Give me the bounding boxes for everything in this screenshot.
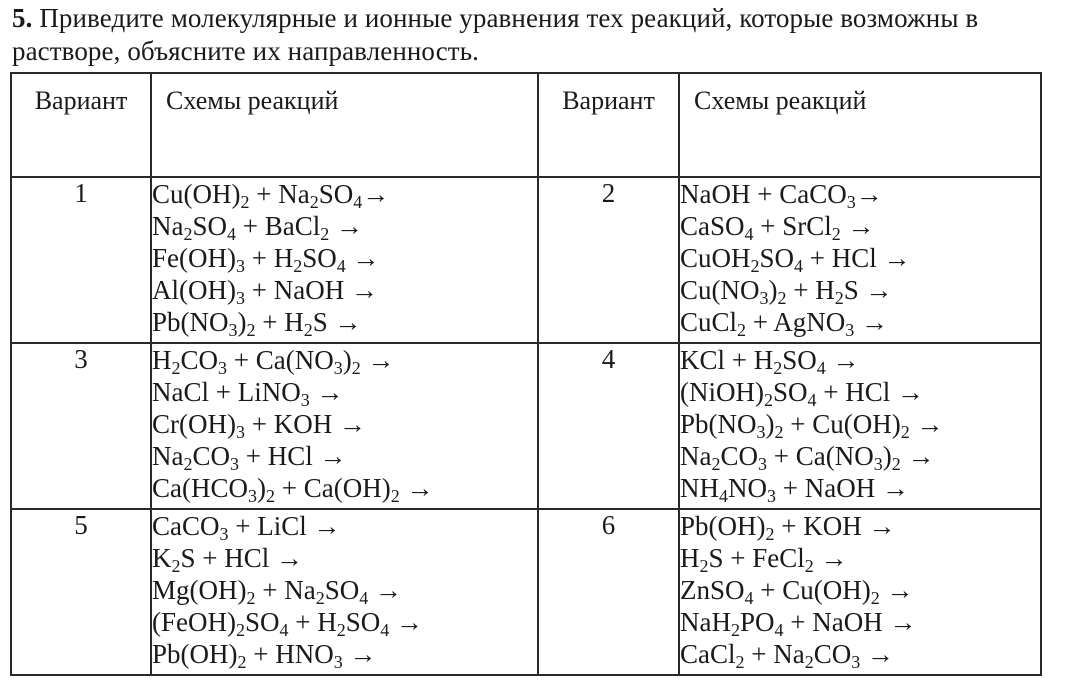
header-variant-left: Вариант [11, 73, 151, 177]
reaction-schemes [151, 343, 538, 509]
reaction-schemes [679, 509, 1041, 675]
reaction-equation: $H_2S$ + FeCl$_2$ → [680, 543, 848, 576]
table-row [11, 343, 1041, 509]
table-header-row [11, 73, 1041, 177]
reaction-equation: $Cr(OH)_3$ + KOH → [152, 409, 366, 442]
reaction-equation: $H_2CO_3 + Ca(NO_3)_2$ → [152, 345, 395, 378]
reaction-equation: $Na_2SO_4$ + BaCl$_2$ → [152, 211, 363, 244]
reaction-equation: $NaH_2PO_4$ + NaOH → [680, 607, 917, 640]
reaction-equation: $Al(OH)_3$ + NaOH → [152, 275, 378, 308]
reaction-equation: $(FeOH)_2SO_4 + H_2SO_4$ → [152, 607, 423, 640]
reaction-equation: $Pb(OH)_2 + HNO_3$ → [152, 639, 377, 672]
reaction-equation: $Ca(HCO_3)_2 + Ca(OH)_2$ → [152, 473, 434, 506]
reaction-schemes [679, 343, 1041, 509]
reaction-equation: $K_2S$ + HCl → [152, 543, 304, 576]
header-schemes-right: Схемы реакций [679, 73, 1041, 177]
reaction-equation: KCl + $H_2SO_4$ → [680, 345, 860, 378]
header-variant-right: Вариант [538, 73, 679, 177]
variant-number: 3 [11, 343, 151, 509]
reaction-equation: $(NiOH)_2SO_4$ + HCl → [680, 377, 924, 410]
reaction-schemes [151, 177, 538, 343]
reaction-equation: $Cu(NO_3)_2 + H_2S$ → [680, 275, 893, 308]
reaction-equation: $Cu(OH)_2 + Na_2SO_4\to$ [152, 179, 390, 212]
table-row [11, 177, 1041, 343]
variant-number: 1 [11, 177, 151, 343]
reaction-equation: $Pb(OH)_2$ + KOH → [680, 511, 896, 544]
task-statement [12, 2, 1072, 68]
task-text: Приведите молекулярные и ионные уравнения тех реакций, которые возможны в растворе, объясните их направленность. [12, 3, 979, 66]
reaction-equation: $Fe(OH)_3 + H_2SO_4$ → [152, 243, 380, 276]
table-row [11, 509, 1041, 675]
reaction-equation: $Pb(NO_3)_2 + Cu(OH)_2$ → [680, 409, 944, 442]
reaction-equation: $CuOH_2SO_4$ + HCl → [680, 243, 911, 276]
reaction-equation: NaOH + CaCO$_3$→ [680, 179, 883, 212]
reaction-equation: $Mg(OH)_2 + Na_2SO_4$ → [152, 575, 402, 608]
reaction-equation: $Pb(NO_3)_2 + H_2S$ → [152, 307, 362, 340]
reaction-equation: $Na_2CO_3 + Ca(NO_3)_2$ → [680, 441, 935, 474]
header-schemes-left: Схемы реакций [151, 73, 538, 177]
reaction-equation: NaCl + LiNO$_3$ → [152, 377, 344, 410]
variant-number: 5 [11, 509, 151, 675]
task-number: 5. [12, 3, 33, 33]
reaction-equation: CuCl$_2$ + AgNO$_3$ → [680, 307, 889, 340]
variant-number: 6 [538, 509, 679, 675]
reaction-equation: CaCl$_2$ + $Na_2CO_3$ → [680, 639, 894, 672]
reaction-equation: ZnSO$_4$ + $Cu(OH)_2$ → [680, 575, 914, 608]
reaction-schemes [679, 177, 1041, 343]
variant-number: 4 [538, 343, 679, 509]
reaction-schemes [151, 509, 538, 675]
reaction-equation: CaSO$_4$ + SrCl$_2$ → [680, 211, 875, 244]
reaction-equation: CaCO$_3$ + LiCl → [152, 511, 341, 544]
variant-number: 2 [538, 177, 679, 343]
reaction-equation: $Na_2CO_3$ + HCl → [152, 441, 347, 474]
reactions-table [10, 72, 1042, 676]
reaction-equation: $NH_4NO_3$ + NaOH → [680, 473, 909, 506]
